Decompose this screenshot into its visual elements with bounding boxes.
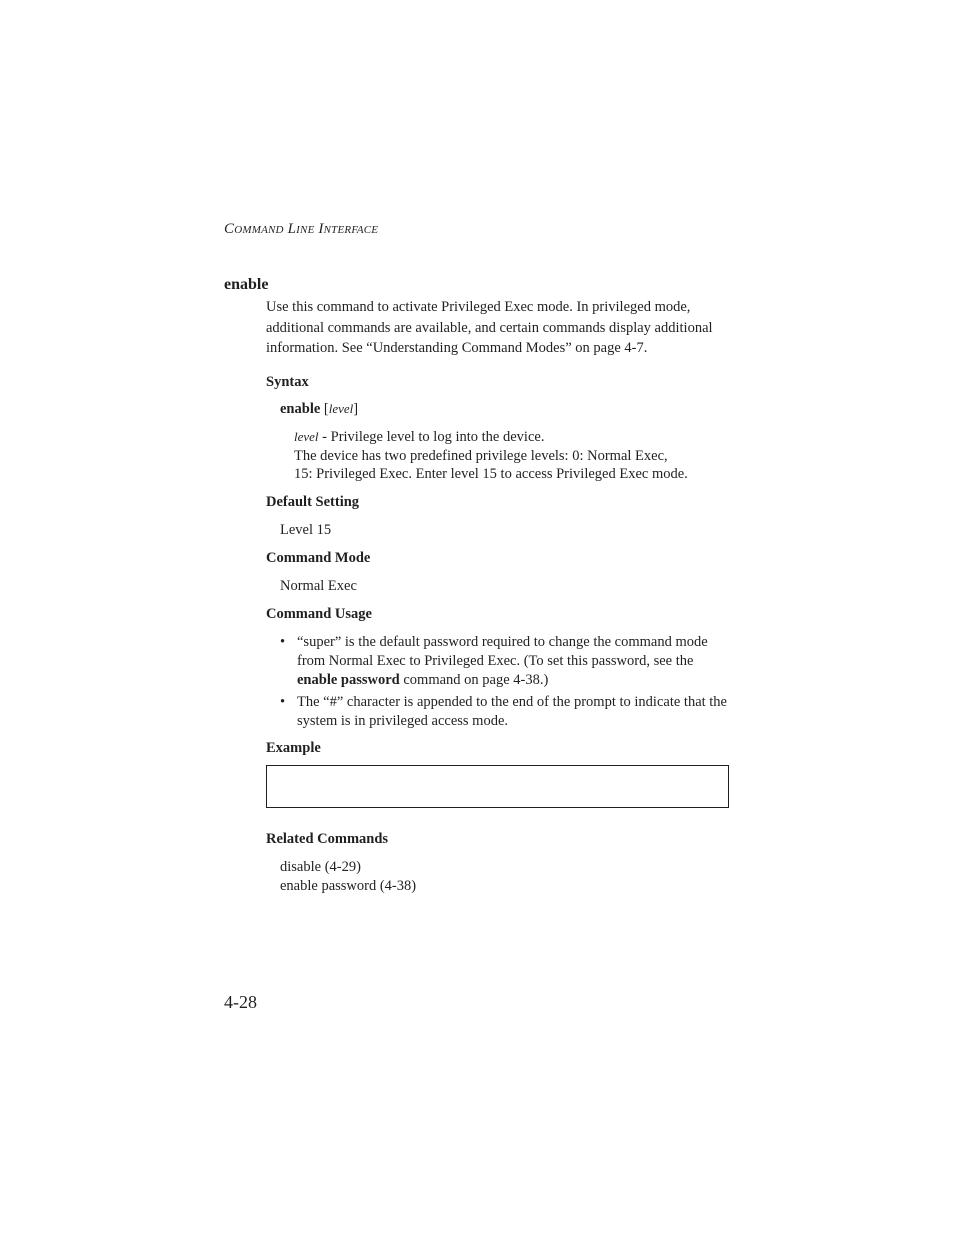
related-command-item: disable (4-29) (280, 859, 361, 875)
param-line (294, 428, 688, 447)
command-usage-heading: Command Usage (266, 606, 372, 622)
related-commands-heading: Related Commands (266, 831, 389, 847)
bullet-marker: • (280, 634, 286, 650)
parameter-description (294, 428, 688, 484)
param-name: level (294, 429, 319, 444)
syntax-close-bracket: ] (353, 401, 359, 417)
bullet-tail-text: command on page 4-38.) (399, 672, 549, 688)
param-line: The device has two predefined privilege levels: 0: Normal Exec, (294, 447, 668, 464)
bullet-bold-text: enable password (297, 672, 400, 688)
bullet-text: “super” is the default password required to change the command mode from Normal Exec to Privileged Exec. (To set this password, see the (297, 634, 708, 669)
page-number: 4-28 (224, 992, 257, 1012)
syntax-line (280, 401, 358, 418)
default-setting-value: Level 15 (280, 522, 332, 538)
list-item (280, 633, 730, 690)
default-setting-heading: Default Setting (266, 494, 360, 510)
intro-line: Use this command to activate Privileged Exec mode. In privileged mode, (266, 299, 691, 315)
bullet-marker: • (280, 694, 286, 710)
intro-line: information. See “Understanding Command Modes” on page 4-7. (266, 340, 648, 356)
running-head: Command Line Interface (224, 221, 379, 237)
syntax-heading: Syntax (266, 374, 309, 390)
syntax-keyword: enable (280, 401, 321, 417)
example-heading: Example (266, 740, 321, 756)
param-line: 15: Privileged Exec. Enter level 15 to access Privileged Exec mode. (294, 466, 688, 482)
command-mode-value: Normal Exec (280, 578, 357, 594)
command-mode-heading: Command Mode (266, 550, 371, 566)
command-usage-list (280, 633, 730, 734)
example-code-box (266, 765, 729, 808)
bullet-text: The “#” character is appended to the end of the prompt to indicate that the system is in privileged access mode. (297, 694, 727, 729)
related-commands-list (280, 858, 416, 896)
syntax-open-bracket: [ (323, 401, 329, 417)
intro-line: additional commands are available, and certain commands display additional (266, 319, 713, 336)
syntax-param: level (328, 401, 354, 416)
command-title: enable (224, 276, 269, 293)
command-intro (266, 297, 713, 359)
related-command-item: enable password (4-38) (280, 878, 417, 894)
list-item (280, 693, 730, 731)
param-desc: - Privilege level to log into the device. (318, 429, 545, 445)
